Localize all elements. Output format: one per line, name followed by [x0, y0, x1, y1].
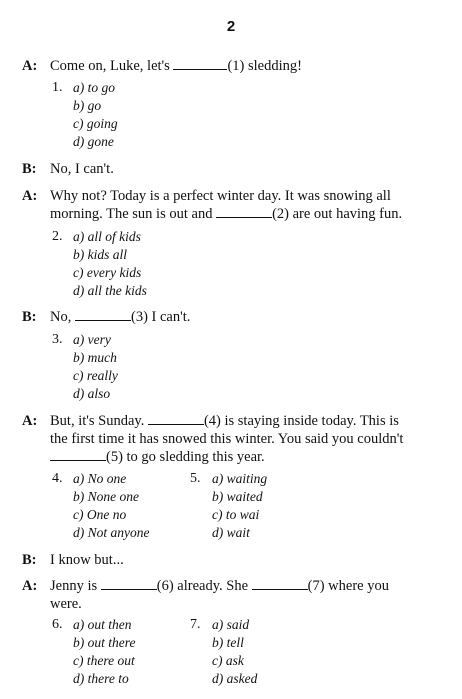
- answer-blank: [216, 205, 272, 218]
- dialogue-text: (2) are out having fun.: [272, 206, 403, 222]
- dialogue-text: No, I can't.: [50, 161, 114, 177]
- dialogue-text: Why not? Today is a perfect winter day. It was snowing all: [50, 188, 391, 204]
- dialogue-line: [50, 205, 402, 223]
- question-number: 5.: [190, 471, 201, 486]
- answer-option: a) to go: [73, 80, 115, 95]
- answer-option: a) said: [212, 617, 250, 632]
- answer-option: d) Not anyone: [73, 525, 150, 540]
- answer-blank: [101, 577, 157, 590]
- answer-option: c) going: [73, 116, 118, 131]
- dialogue-text: (7) where you: [307, 578, 389, 594]
- question-number: 1.: [52, 80, 63, 95]
- dialogue-text: morning. The sun is out and: [50, 206, 213, 222]
- speaker-label: A:: [22, 188, 38, 204]
- dialogue-text: the first time it has snowed this winter. You said you couldn't: [50, 431, 404, 447]
- question-number: 3.: [52, 332, 63, 347]
- dialogue-text: (1) sledding!: [227, 58, 302, 74]
- dialogue-line: [50, 577, 389, 595]
- question-number: 2.: [52, 229, 63, 244]
- answer-blank: [50, 448, 106, 461]
- dialogue-text: I know but...: [50, 552, 124, 568]
- speaker-label: A:: [22, 578, 38, 594]
- page-number: 2: [226, 18, 236, 35]
- answer-option: a) very: [73, 332, 111, 347]
- answer-option: d) gone: [73, 134, 114, 149]
- answer-option: c) really: [73, 368, 118, 383]
- answer-option: b) None one: [73, 489, 139, 504]
- question-number: 6.: [52, 617, 63, 632]
- speaker-label: B:: [22, 161, 37, 177]
- answer-option: d) asked: [212, 671, 258, 686]
- speaker-label: A:: [22, 413, 38, 429]
- answer-option: b) tell: [212, 635, 244, 650]
- answer-option: a) out then: [73, 617, 132, 632]
- speaker-label: A:: [22, 58, 38, 74]
- dialogue-text: (6) already. She: [156, 578, 249, 594]
- answer-option: c) to wai: [212, 507, 260, 522]
- dialogue-text: (5) to go sledding this year.: [106, 449, 265, 465]
- answer-option: b) out there: [73, 635, 136, 650]
- answer-option: c) One no: [73, 507, 127, 522]
- speaker-label: B:: [22, 309, 37, 325]
- question-number: 7.: [190, 617, 201, 632]
- answer-blank: [173, 57, 227, 70]
- dialogue-line: [50, 448, 265, 466]
- answer-option: b) much: [73, 350, 117, 365]
- dialogue-text: But, it's Sunday.: [50, 413, 145, 429]
- answer-option: c) there out: [73, 653, 135, 668]
- speaker-label: B:: [22, 552, 37, 568]
- dialogue-text: Come on, Luke, let's: [50, 58, 170, 74]
- answer-option: d) there to: [73, 671, 129, 686]
- dialogue-line: [50, 308, 190, 326]
- answer-option: b) go: [73, 98, 102, 113]
- answer-option: c) every kids: [73, 265, 142, 280]
- answer-option: d) wait: [212, 525, 250, 540]
- dialogue-text: were.: [50, 596, 82, 612]
- answer-option: a) waiting: [212, 471, 268, 486]
- answer-option: b) kids all: [73, 247, 127, 262]
- dialogue-line: [50, 412, 399, 430]
- dialogue-text: Jenny is: [50, 578, 98, 594]
- answer-blank: [252, 577, 308, 590]
- answer-option: a) No one: [73, 471, 127, 486]
- answer-blank: [75, 308, 131, 321]
- dialogue-text: (3) I can't.: [130, 309, 191, 325]
- dialogue-line: [50, 57, 302, 75]
- question-number: 4.: [52, 471, 63, 486]
- answer-option: a) all of kids: [73, 229, 141, 244]
- answer-option: d) all the kids: [73, 283, 147, 298]
- answer-option: c) ask: [212, 653, 244, 668]
- dialogue-text: No,: [50, 309, 72, 325]
- dialogue-text: (4) is staying inside today. This is: [203, 413, 399, 429]
- answer-option: b) waited: [212, 489, 263, 504]
- answer-option: d) also: [73, 386, 111, 401]
- answer-blank: [148, 412, 204, 425]
